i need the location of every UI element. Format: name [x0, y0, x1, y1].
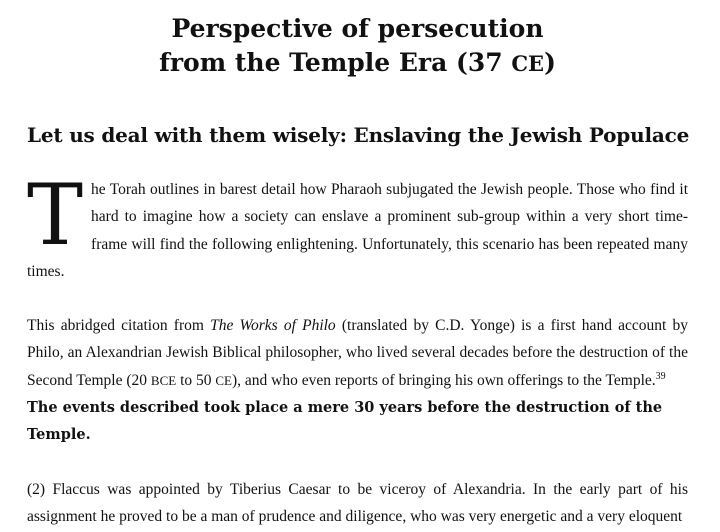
footnote-marker[interactable]: 39 — [655, 370, 666, 382]
section-heading: Let us deal with them wisely: Enslaving the Jewish Populace — [27, 123, 690, 147]
philo-text-3: to 50 — [176, 371, 216, 389]
emphasis-sentence: The events described took place a mere 30 years before the destruction of the Temple. — [27, 399, 663, 444]
title-line-2 — [27, 46, 688, 81]
drop-cap: T — [27, 166, 84, 264]
philo-text-2: (translated by C.D. Yonge) is a first hand account by Philo, an Alexandrian Jewish Biblical philosopher, who lived several decades before the destruction of the Second Temple (20 — [27, 317, 688, 389]
philo-text-1: This abridged citation from — [27, 317, 211, 335]
paragraph-intro-text: he Torah outlines in barest detail how Pharaoh subjugated the Jewish people. Those who find it hard to imagine how a society can enslave a prominent sub-group within a very short time-frame will find the following enlightening. Unfortunately, this scenario has been repeated many times. — [27, 181, 688, 280]
paragraph-flaccus: (2) Flaccus was appointed by Tiberius Caesar to be viceroy of Alexandria. In the early part of his assignment he proved to be a man of prudence and diligence, who was very energetic and a very eloquent — [27, 480, 688, 525]
philo-text-4: ), and who even reports of bringing his own offerings to the Temple. — [232, 371, 656, 389]
title-line-2-end: ) — [544, 48, 556, 77]
title-line-1: Perspective of persecution — [171, 14, 544, 43]
title-line-2-main: from the Temple Era (37 — [159, 48, 512, 77]
title-era: CE — [511, 51, 545, 76]
paragraph-intro — [27, 166, 688, 285]
document-page — [27, 0, 688, 530]
page-title — [27, 12, 688, 81]
era-bce: BCE — [150, 372, 177, 388]
era-ce: CE — [215, 372, 233, 388]
book-title: The Works of Philo — [210, 317, 336, 335]
paragraph-philo — [27, 312, 688, 448]
